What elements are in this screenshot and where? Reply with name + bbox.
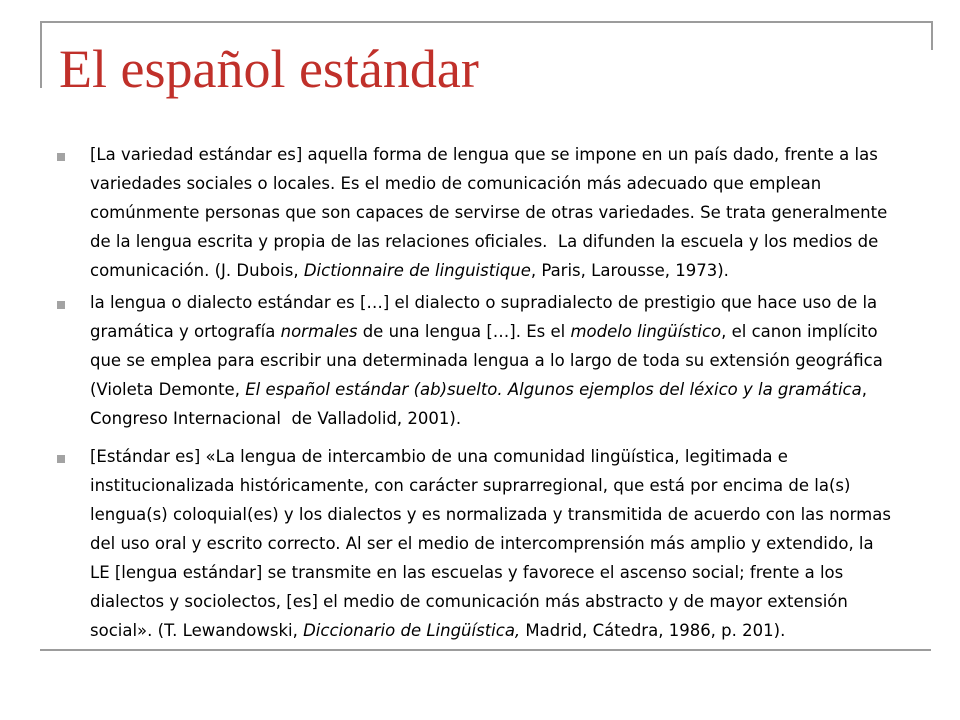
text-segment: variedades sociales o locales. Es el medio de comunicación más adecuado que emplean [90, 174, 822, 193]
text-segment: , [861, 380, 867, 399]
bullet-square-icon [57, 153, 65, 161]
bullet-paragraph-dubois [90, 140, 940, 285]
cited-work-title: Dictionnaire de linguistique [303, 261, 531, 280]
text-segment: lengua(s) coloquial(es) y los dialectos y es normalizada y transmitida de acuerdo con las normas [90, 505, 891, 524]
text-line [90, 471, 940, 500]
text-line [90, 587, 940, 616]
text-line [90, 198, 940, 227]
frame-rule-bottom [40, 649, 931, 651]
text-line [90, 317, 940, 346]
text-segment: social». (T. Lewandowski, [90, 621, 304, 640]
emphasis-term: modelo lingüístico [570, 322, 722, 341]
text-segment: , Paris, Larousse, 1973). [530, 261, 729, 280]
text-segment: comúnmente personas que son capaces de servirse de otras variedades. Se trata generalmente [90, 203, 888, 222]
text-line [90, 558, 940, 587]
text-segment: (Violeta Demonte, [90, 380, 246, 399]
frame-rule-right [931, 21, 933, 50]
frame-rule-left [40, 21, 42, 88]
bullet-square-icon [57, 301, 65, 309]
text-line [90, 529, 940, 558]
text-segment: gramática y ortografía [90, 322, 281, 341]
bullet-paragraph-lewandowski [90, 442, 940, 645]
text-segment: Congreso Internacional de Valladolid, 2001). [90, 409, 462, 428]
text-segment: comunicación. (J. Dubois, [90, 261, 304, 280]
text-line [90, 375, 940, 404]
text-segment: institucionalizada históricamente, con carácter suprarregional, que está por encima de la(s) [90, 476, 851, 495]
bullet-square-icon [57, 455, 65, 463]
frame-rule-top [40, 21, 933, 23]
bullet-paragraph-demonte [90, 288, 940, 433]
text-line [90, 169, 940, 198]
text-line [90, 288, 940, 317]
text-line [90, 227, 940, 256]
text-segment: de una lengua […]. Es el [357, 322, 571, 341]
text-segment: que se emplea para escribir una determinada lengua a lo largo de toda su extensión geográfica [90, 351, 883, 370]
emphasis-term: normales [280, 322, 358, 341]
text-line [90, 346, 940, 375]
text-line [90, 616, 940, 645]
text-segment: [Estándar es] «La lengua de intercambio de una comunidad lingüística, legitimada e [90, 447, 788, 466]
cited-work-title: El español estándar (ab)suelto. Algunos ejemplos del léxico y la gramática [245, 380, 862, 399]
slide-title: El español estándar [59, 39, 479, 99]
text-segment: , el canon implícito [721, 322, 878, 341]
cited-work-title: Diccionario de Lingüística, [303, 621, 521, 640]
text-line [90, 404, 940, 433]
text-segment: LE [lengua estándar] se transmite en las escuelas y favorece el ascenso social; frente a los [90, 563, 844, 582]
text-segment: de la lengua escrita y propia de las relaciones oficiales. La difunden la escuela y los medios de [90, 232, 879, 251]
text-line [90, 500, 940, 529]
text-segment: la lengua o dialecto estándar es […] el dialecto o supradialecto de prestigio que hace uso de la [90, 293, 878, 312]
text-segment: Madrid, Cátedra, 1986, p. 201). [520, 621, 786, 640]
text-line [90, 140, 940, 169]
text-segment: del uso oral y escrito correcto. Al ser el medio de intercomprensión más amplio y extendido, la [90, 534, 874, 553]
text-line [90, 256, 940, 285]
text-line [90, 442, 940, 471]
text-segment: [La variedad estándar es] aquella forma de lengua que se impone en un país dado, frente a las [90, 145, 878, 164]
text-segment: dialectos y sociolectos, [es] el medio de comunicación más abstracto y de mayor extensión [90, 592, 848, 611]
